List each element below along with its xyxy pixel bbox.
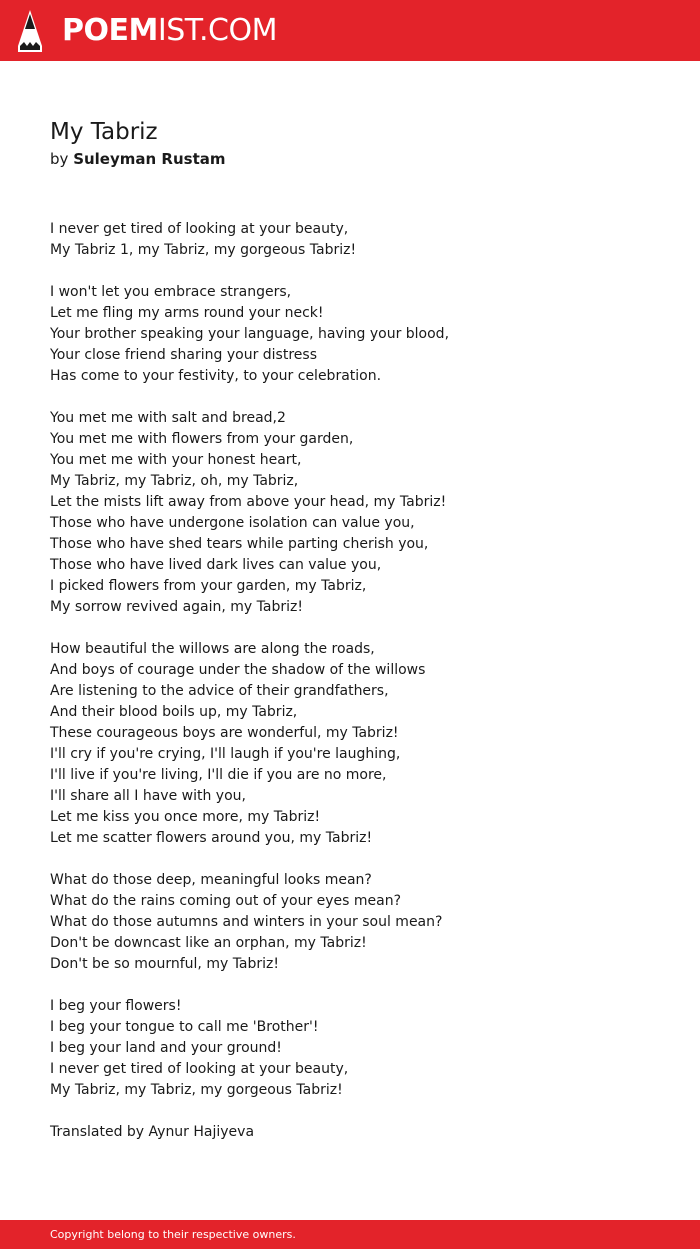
poem-line: I'll cry if you're crying, I'll laugh if you're laughing, <box>50 746 401 762</box>
poem-line: You met me with flowers from your garden, <box>50 431 354 447</box>
stanza <box>50 282 670 387</box>
poem-line: Don't be downcast like an orphan, my Tabriz! <box>50 935 367 951</box>
poem-line: I never get tired of looking at your beauty, <box>50 221 349 237</box>
poem-line: I never get tired of looking at your beauty, <box>50 1061 349 1077</box>
poem-body <box>50 219 670 1143</box>
poem-line: What do those autumns and winters in your soul mean? <box>50 914 443 930</box>
poem-line: You met me with salt and bread,2 <box>50 410 286 426</box>
poem-line: Let me kiss you once more, my Tabriz! <box>50 809 321 825</box>
poem-line: Those who have lived dark lives can value you, <box>50 557 382 573</box>
poem-line: Let me fling my arms round your neck! <box>50 305 324 321</box>
poem-line: And boys of courage under the shadow of the willows <box>50 662 426 678</box>
poem-line: I beg your flowers! <box>50 998 182 1014</box>
poem-line: I picked flowers from your garden, my Tabriz, <box>50 578 367 594</box>
logo-brand-bold: POEM <box>62 13 158 48</box>
copyright-notice: Copyright belong to their respective owners. <box>50 1228 296 1241</box>
site-header <box>0 0 700 61</box>
poem-line: My Tabriz, my Tabriz, my gorgeous Tabriz! <box>50 1082 343 1098</box>
poem-line: What do the rains coming out of your eyes mean? <box>50 893 402 909</box>
poem-line: My Tabriz, my Tabriz, oh, my Tabriz, <box>50 473 299 489</box>
poem-line: My sorrow revived again, my Tabriz! <box>50 599 303 615</box>
poem-line: Let the mists lift away from above your head, my Tabriz! <box>50 494 447 510</box>
poem-line: I'll live if you're living, I'll die if you are no more, <box>50 767 387 783</box>
site-logo[interactable] <box>62 11 277 51</box>
poem-line: What do those deep, meaningful looks mean? <box>50 872 372 888</box>
stanza <box>50 639 670 849</box>
poem-line: Don't be so mournful, my Tabriz! <box>50 956 279 972</box>
poem-line: Are listening to the advice of their grandfathers, <box>50 683 389 699</box>
poem-line: You met me with your honest heart, <box>50 452 302 468</box>
poem-author: Suleyman Rustam <box>73 150 226 168</box>
poem-line: And their blood boils up, my Tabriz, <box>50 704 298 720</box>
logo-brand-light: IST.COM <box>157 13 277 48</box>
poem-line: How beautiful the willows are along the roads, <box>50 641 375 657</box>
poem-title: My Tabriz <box>50 119 158 145</box>
by-label: by <box>50 150 69 168</box>
stanza <box>50 996 670 1101</box>
poem-line: I beg your tongue to call me 'Brother'! <box>50 1019 319 1035</box>
pencil-icon[interactable] <box>18 10 42 52</box>
poem-line: Those who have shed tears while parting cherish you, <box>50 536 429 552</box>
stanza <box>50 408 670 618</box>
poem-line: I beg your land and your ground! <box>50 1040 282 1056</box>
poem-line: Your close friend sharing your distress <box>50 347 317 363</box>
poem-line: My Tabriz 1, my Tabriz, my gorgeous Tabriz! <box>50 242 357 258</box>
poem-line: I won't let you embrace strangers, <box>50 284 292 300</box>
poem-line: Has come to your festivity, to your celebration. <box>50 368 382 384</box>
stanza <box>50 870 670 975</box>
poem-line: Your brother speaking your language, having your blood, <box>50 326 450 342</box>
site-footer <box>0 1220 700 1249</box>
poem-line: I'll share all I have with you, <box>50 788 246 804</box>
stanza <box>50 219 670 261</box>
poem-line: Those who have undergone isolation can value you, <box>50 515 415 531</box>
poem-byline <box>50 149 226 169</box>
poem-line: These courageous boys are wonderful, my Tabriz! <box>50 725 399 741</box>
translator-note: Translated by Aynur Hajiyeva <box>50 1124 255 1140</box>
poem-line: Let me scatter flowers around you, my Tabriz! <box>50 830 373 846</box>
